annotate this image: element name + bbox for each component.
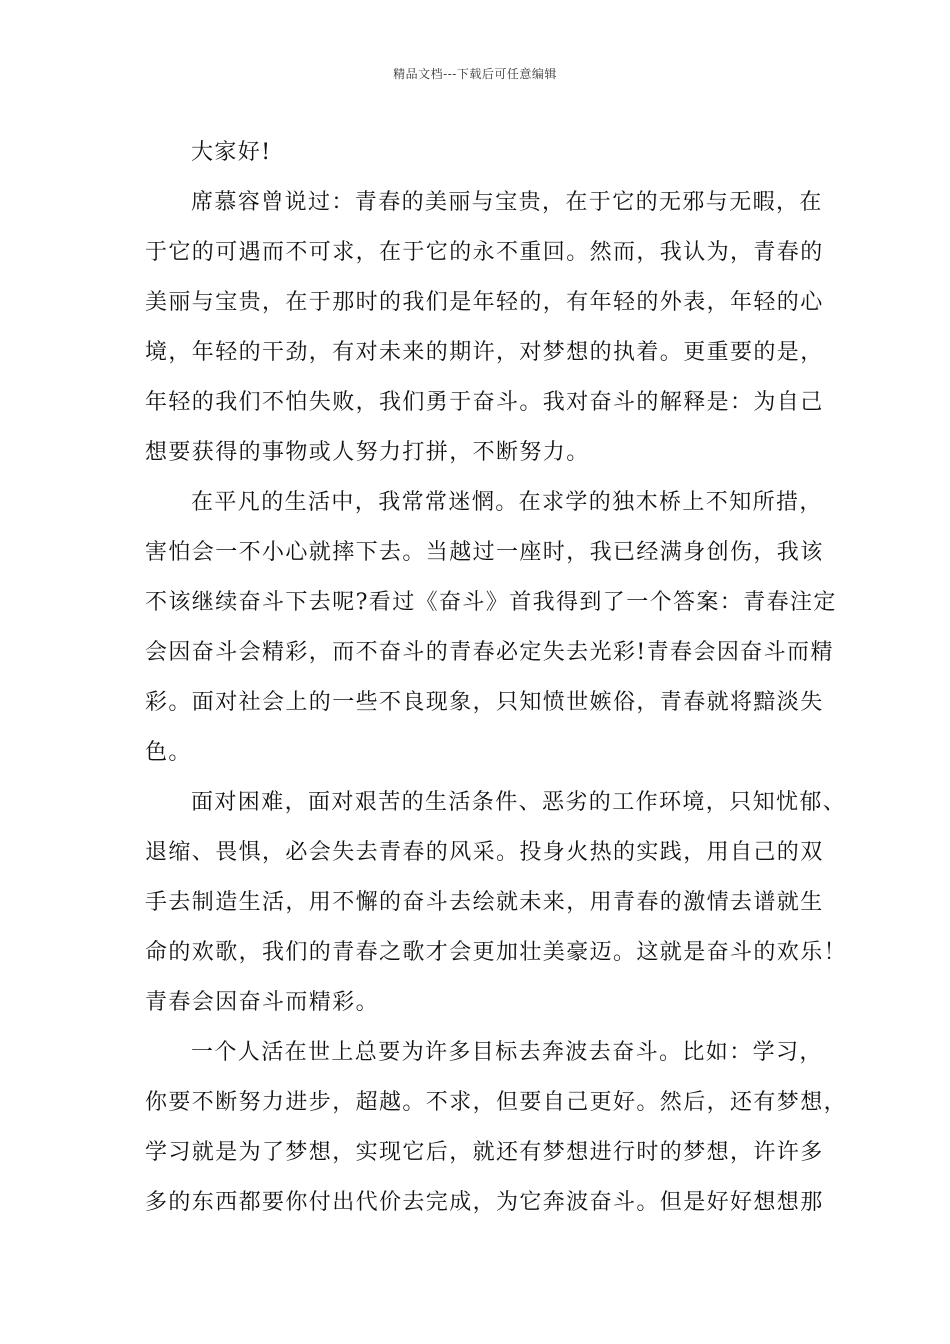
paragraph-line: 彩。面对社会上的一些不良现象，只知愤世嫉俗，青春就将黯淡失	[145, 690, 824, 715]
paragraph-line: 在平凡的生活中，我常常迷惘。在求学的独木桥上不知所措，	[191, 490, 823, 515]
paragraph-line: 一个人活在世上总要为许多目标去奔波去奋斗。比如：学习，	[191, 1040, 823, 1065]
paragraph-line: 你要不断努力进步，超越。不求，但要自己更好。然后，还有梦想，	[145, 1090, 848, 1115]
document-body	[145, 128, 848, 1228]
paragraph-2	[145, 478, 837, 778]
paragraph-line: 学习就是为了梦想，实现它后，就还有梦想进行时的梦想，许许多	[145, 1140, 824, 1165]
paragraph-line: 命的欢歌，我们的青春之歌才会更加壮美豪迈。这就是奋斗的欢乐！	[145, 940, 848, 965]
paragraph-line: 手去制造生活，用不懈的奋斗去绘就未来，用青春的激情去谱就生	[145, 890, 824, 915]
paragraph-line: 于它的可遇而不可求，在于它的永不重回。然而，我认为，青春的	[145, 240, 824, 265]
paragraph-line: 想要获得的事物或人努力打拼，不断努力。	[145, 440, 590, 465]
paragraph-line: 境，年轻的干劲，有对未来的期许，对梦想的执着。更重要的是，	[145, 340, 824, 365]
paragraph-line: 年轻的我们不怕失败，我们勇于奋斗。我对奋斗的解释是：为自己	[145, 390, 824, 415]
page-header: 精品文档---下载后可任意编辑	[393, 67, 557, 81]
greeting-line: 大家好!	[191, 140, 272, 165]
paragraph-line: 害怕会一不小心就摔下去。当越过一座时，我已经满身创伤，我该	[145, 540, 824, 565]
paragraph-4	[145, 1028, 848, 1228]
paragraph-line: 多的东西都要你付出代价去完成，为它奔波奋斗。但是好好想想那	[145, 1190, 824, 1215]
paragraph-3	[145, 778, 848, 1028]
paragraph-line: 席慕容曾说过：青春的美丽与宝贵，在于它的无邪与无暇，在	[191, 190, 823, 215]
paragraph-1	[145, 178, 824, 478]
greeting	[145, 128, 805, 178]
paragraph-line: 退缩、畏惧，必会失去青春的风采。投身火热的实践，用自己的双	[145, 840, 824, 865]
paragraph-line: 面对困难，面对艰苦的生活条件、恶劣的工作环境，只知忧郁、	[191, 790, 847, 815]
paragraph-line: 美丽与宝贵，在于那时的我们是年轻的，有年轻的外表，年轻的心	[145, 290, 824, 315]
paragraph-line: 不该继续奋斗下去呢?看过《奋斗》首我得到了一个答案：青春注定	[145, 590, 837, 615]
paragraph-line: 青春会因奋斗而精彩。	[145, 990, 380, 1015]
paragraph-line: 会因奋斗会精彩，而不奋斗的青春必定失去光彩!青春会因奋斗而精	[145, 640, 834, 665]
paragraph-line: 色。	[145, 740, 192, 765]
